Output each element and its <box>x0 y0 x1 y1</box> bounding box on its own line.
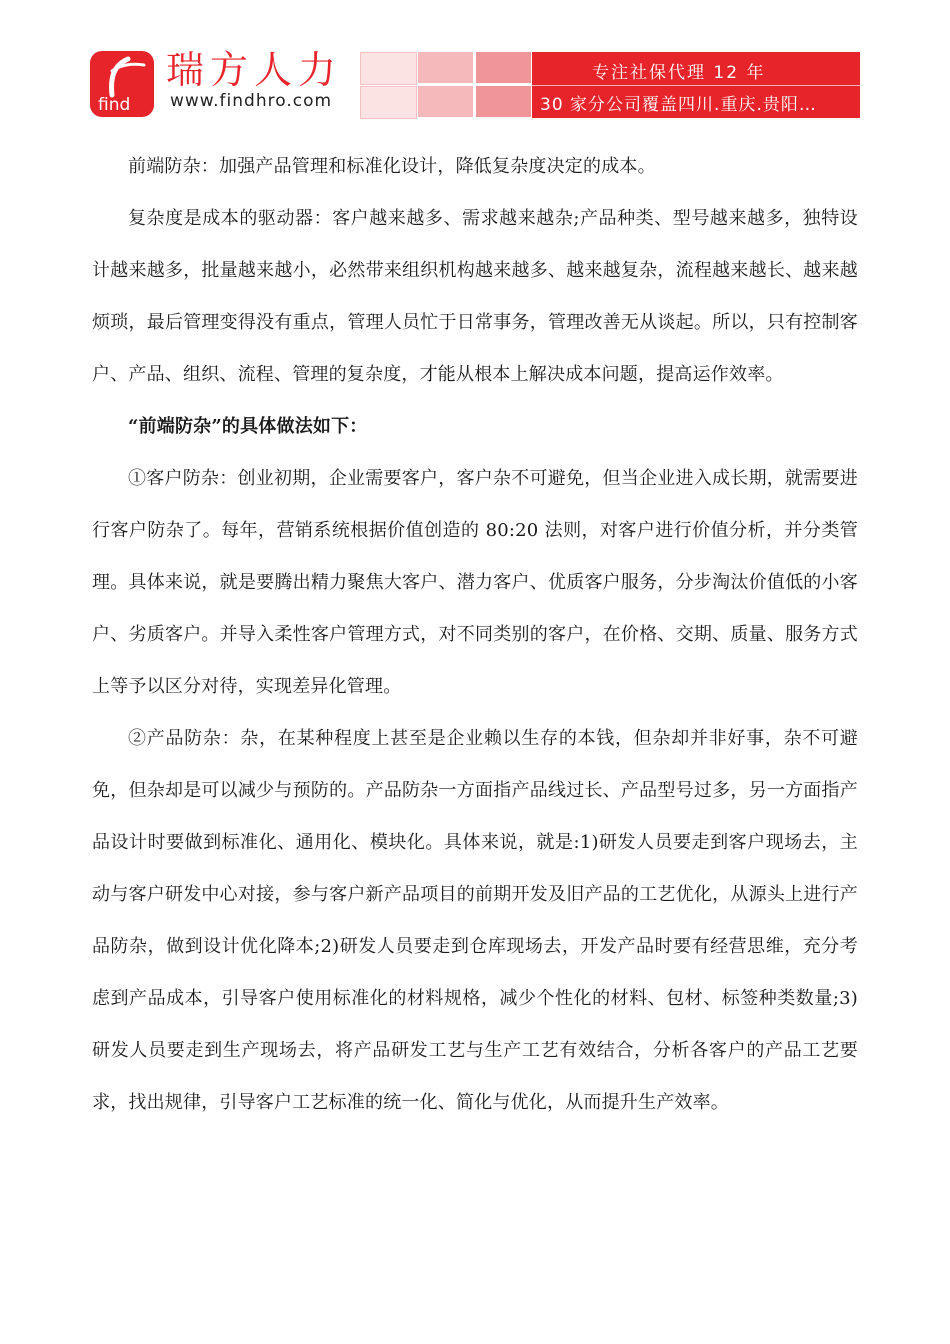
brand-url: www.findhro.com <box>170 91 333 111</box>
paragraph-product: ②产品防杂：杂，在某种程度上甚至是企业赖以生存的本钱，但杂却并非好事，杂不可避免，但杂却是可以减少与预防的。产品防杂一方面指产品线过长、产品型号过多，另一方面指产品设计时要做到标准化、通用化、模块化。具体来说，就是:1)研发人员要走到客户现场去，主动与客户研发中心对接，参与客户新产品项目的前期开发及旧产品的工艺优化，从源头上进行产品防杂，做到设计优化降本;2)研发人员要走到仓库现场去，开发产品时要有经营思维，充分考虑到产品成本，引导客户使用标准化的材料规格，减少个性化的材料、包材、标签种类数量;3)研发人员要走到生产现场去，将产品研发工艺与生产工艺有效结合，分析各客户的产品工艺要求，找出规律，引导客户工艺标准的统一化、简化与优化，从而提升生产效率。 <box>92 728 858 1113</box>
grid-cell <box>418 52 473 83</box>
grid-cell <box>360 86 417 119</box>
paragraph-complexity: 复杂度是成本的驱动器：客户越来越多、需求越来越杂;产品种类、型号越来越多，独特设计越来越多，批量越来越小，必然带来组织机构越来越多、越来越复杂，流程越来越长、越来越烦琐，最后管理变得没有重点，管理人员忙于日常事务，管理改善无从谈起。所以，只有控制客户、产品、组织、流程、管理的复杂度，才能从根本上解决成本问题，提高运作效率。 <box>92 208 858 385</box>
grid-cell <box>418 86 473 117</box>
paragraph-intro: 前端防杂：加强产品管理和标准化设计，降低复杂度决定的成本。 <box>128 156 656 177</box>
banner-line-1: 专注社保代理 12 年 <box>592 63 766 83</box>
section-heading: “前端防杂”的具体做法如下： <box>128 416 368 437</box>
document-body <box>92 141 858 1129</box>
page-header <box>0 0 950 130</box>
find-logo <box>90 51 154 117</box>
logo-text: find <box>98 95 131 115</box>
banner-divider <box>532 85 860 86</box>
grid-cell <box>476 52 531 83</box>
grid-cell <box>476 86 531 117</box>
banner-line-2: 30 家分公司覆盖四川.重庆.贵阳… <box>540 95 817 115</box>
grid-cell <box>360 52 417 85</box>
brand-name: 瑞方人力 <box>166 48 343 92</box>
paragraph-customer: ①客户防杂：创业初期，企业需要客户，客户杂不可避免，但当企业进入成长期，就需要进行客户防杂了。每年，营销系统根据价值创造的 80:20 法则，对客户进行价值分析，并分类管理。具体来说，就是要腾出精力聚焦大客户、潜力客户、优质客户服务，分步淘汰价值低的小客户、劣质客户。并导入柔性客户管理方式，对不同类别的客户，在价格、交期、质量、服务方式上等予以区分对待，实现差异化管理。 <box>92 468 858 697</box>
slogan-banner <box>532 52 860 118</box>
